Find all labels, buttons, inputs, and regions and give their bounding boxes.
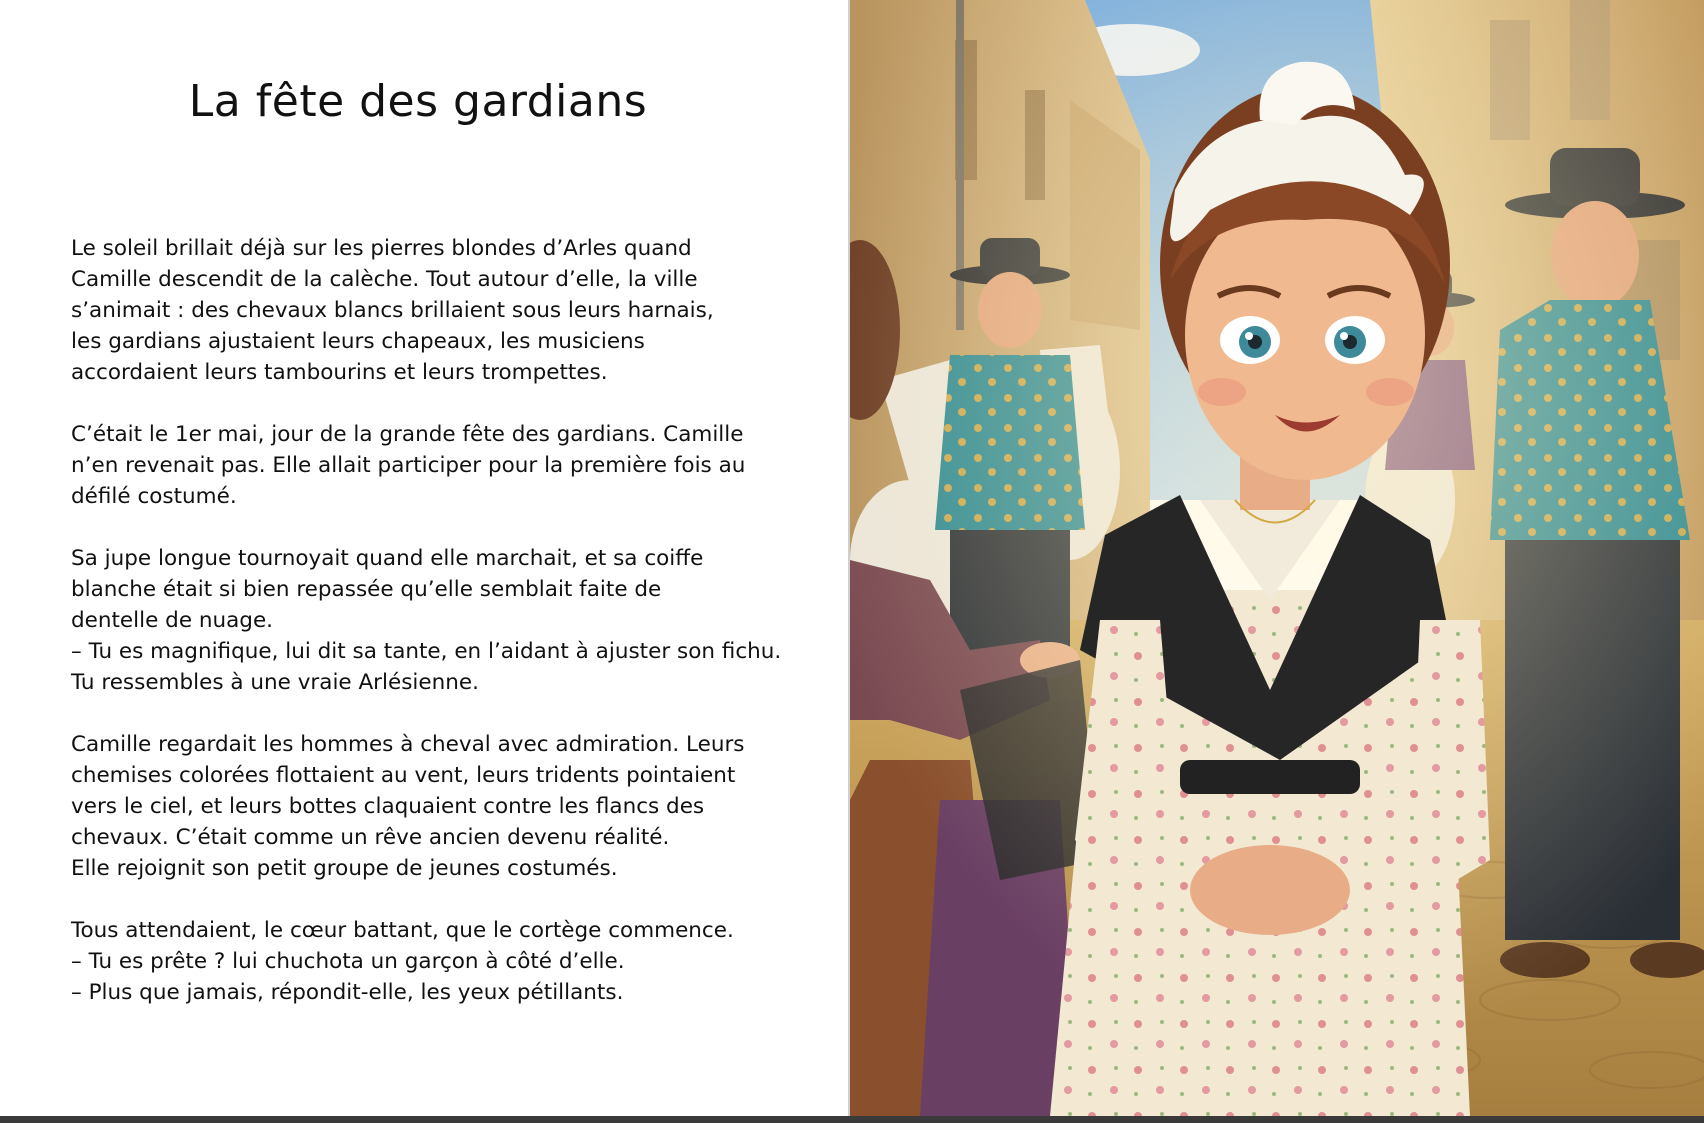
paragraph [71,729,811,884]
story-line: les gardians ajustaient leurs chapeaux, les musiciens [71,329,645,354]
text-page [0,0,849,1116]
paragraph [71,419,811,512]
story-line: chemises colorées flottaient au vent, leurs tridents pointaient [71,763,736,788]
story-line: – Tu es prête ? lui chuchota un garçon à côté d’elle. [71,949,625,974]
story-line: Camille regardait les hommes à cheval avec admiration. Leurs [71,732,745,757]
story-line: Tu ressembles à une vraie Arlésienne. [71,670,479,695]
story-illustration [850,0,1704,1116]
paragraph [71,233,811,388]
story-text [71,233,811,1008]
story-line: C’était le 1er mai, jour de la grande fête des gardians. Camille [71,422,744,447]
paragraph-gap [71,512,811,543]
story-line: accordaient leurs tambourins et leurs trompettes. [71,360,608,385]
paragraph-gap [71,388,811,419]
story-line: – Tu es magnifique, lui dit sa tante, en l’aidant à ajuster son fichu. [71,639,782,664]
story-line: Tous attendaient, le cœur battant, que le cortège commence. [71,918,734,943]
paragraph [71,915,811,1008]
story-line: Sa jupe longue tournoyait quand elle marchait, et sa coiffe [71,546,704,571]
page-title: La fête des gardians [188,76,648,127]
story-line: Camille descendit de la calèche. Tout autour d’elle, la ville [71,267,698,292]
story-line: chevaux. C’était comme un rêve ancien devenu réalité. [71,825,670,850]
story-line: Elle rejoignit son petit groupe de jeunes costumés. [71,856,618,881]
story-line: dentelle de nuage. [71,608,274,633]
story-line: blanche était si bien repassée qu’elle semblait faite de [71,577,662,602]
paragraph-gap [71,884,811,915]
story-line: Le soleil brillait déjà sur les pierres blondes d’Arles quand [71,236,692,261]
story-line: vers le ciel, et leurs bottes claquaient contre les flancs des [71,794,705,819]
story-line: s’animait : des chevaux blancs brillaient sous leurs harnais, [71,298,714,323]
story-line: – Plus que jamais, répondit-elle, les yeux pétillants. [71,980,624,1005]
paragraph-gap [71,698,811,729]
bottom-bar [0,1116,1704,1123]
story-line: n’en revenait pas. Elle allait participer pour la première fois au [71,453,746,478]
paragraph [71,543,811,698]
story-line: défilé costumé. [71,484,237,509]
